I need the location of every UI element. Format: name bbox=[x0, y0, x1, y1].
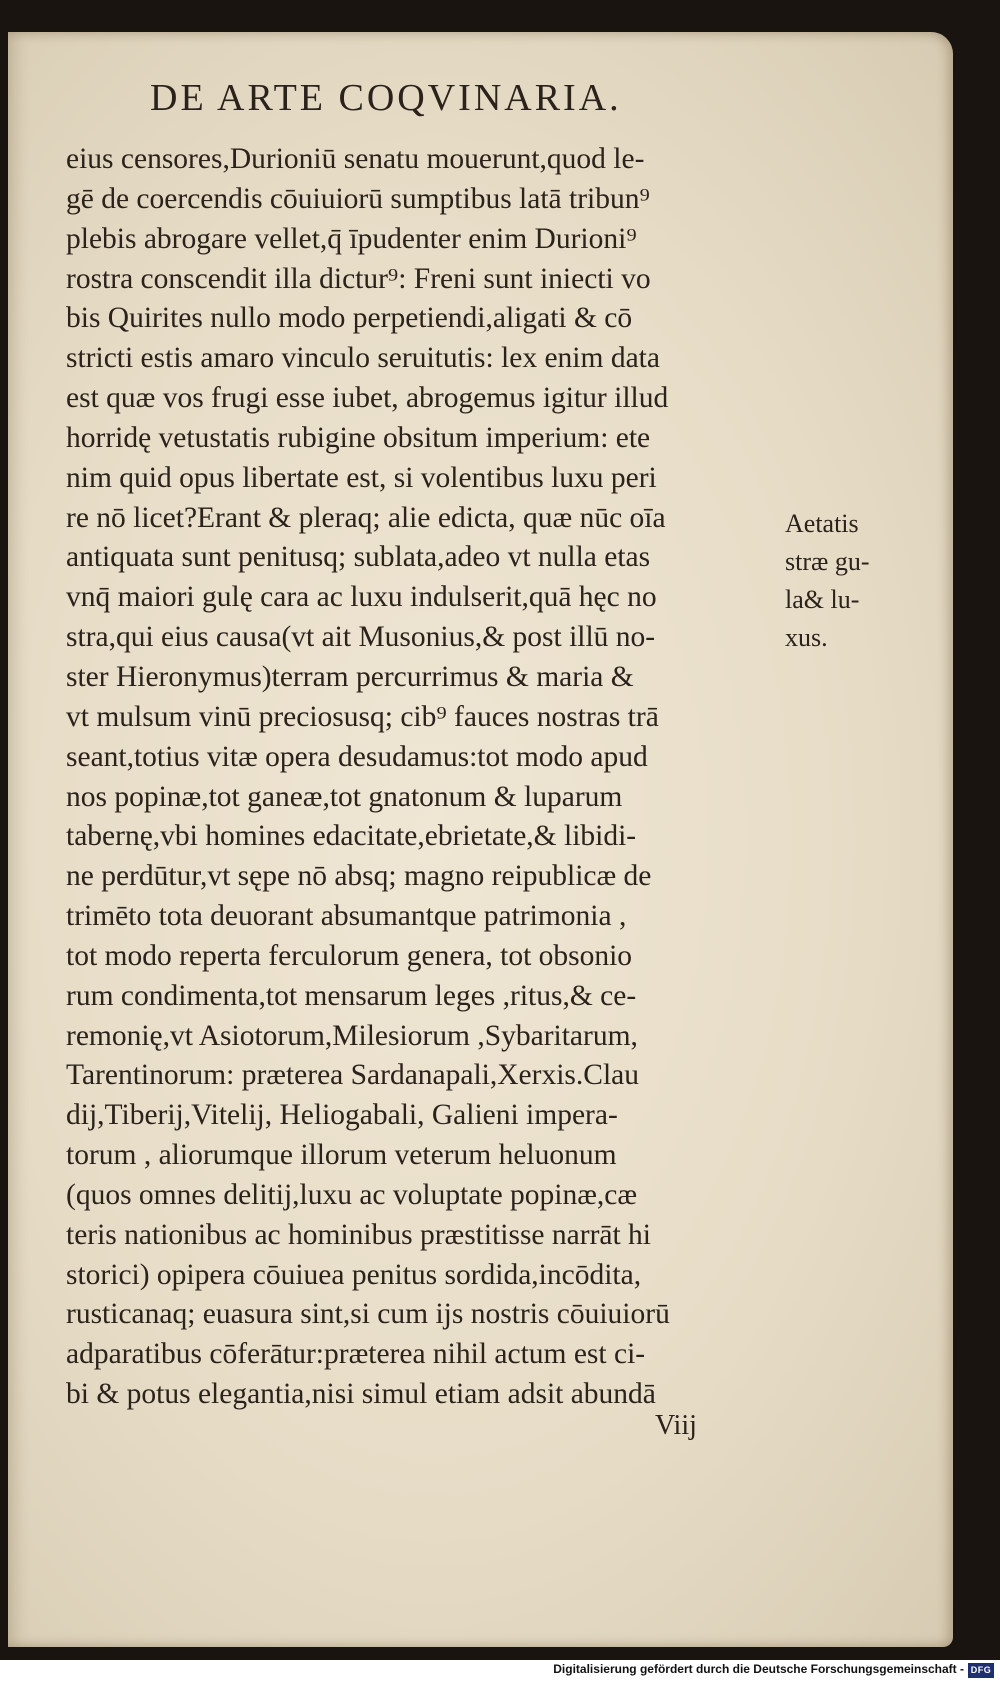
text-line: est quæ vos frugi esse iubet, abrogemus igitur illud bbox=[66, 382, 669, 415]
text-line: ne perdūtur,vt sępe nō absq; magno reipublicæ de bbox=[66, 860, 652, 893]
text-line: horridę vetustatis rubigine obsitum imperium: ete bbox=[66, 421, 651, 454]
text-line: rum condimenta,tot mensarum leges ,ritus,& ce- bbox=[66, 979, 637, 1012]
text-line: eius censores,Durioniū senatu mouerunt,quod le- bbox=[66, 143, 645, 175]
marginal-note bbox=[785, 505, 905, 657]
text-line: teris nationibus ac hominibus præstitisse narrāt hi bbox=[66, 1218, 652, 1251]
running-head: DE ARTE COQVINARIA. bbox=[150, 77, 622, 119]
footer-credit: Digitalisierung gefördert durch die Deutsche Forschungsgemeinschaft - bbox=[553, 1662, 964, 1676]
text-line: remonię,vt Asiotorum,Milesiorum ,Sybaritarum, bbox=[66, 1019, 638, 1052]
body-text bbox=[66, 140, 786, 1415]
text-line: adparatibus cōferātur:præterea nihil actum est ci- bbox=[66, 1338, 646, 1371]
text-line: plebis abrogare vellet,q̄ īpudenter enim Durioni⁹ bbox=[66, 222, 637, 255]
text-line: tot modo reperta ferculorum genera, tot obsonio bbox=[66, 939, 633, 972]
text-line: stra,qui eius causa(vt ait Musonius,& post illū no- bbox=[66, 621, 656, 654]
text-line: vt mulsum vinū preciosusq; cib⁹ fauces nostras trā bbox=[66, 700, 659, 733]
text-line: trimēto tota deuorant absumantque patrimonia , bbox=[66, 900, 627, 933]
text-line: dij,Tiberij,Vitelij, Heliogabali, Galieni impera- bbox=[66, 1099, 618, 1132]
text-line: torum , aliorumque illorum veterum heluonum bbox=[66, 1139, 617, 1172]
text-line: vnq̄ maiori gulę cara ac luxu indulserit,quā hęc no bbox=[66, 581, 657, 614]
marginal-note-line: xus. bbox=[785, 623, 828, 652]
text-line: rostra conscendit illa dictur⁹: Freni sunt iniecti vo bbox=[66, 262, 651, 295]
text-line: (quos omnes delitij,luxu ac voluptate popinæ,cæ bbox=[66, 1178, 638, 1211]
text-line: seant,totius vitæ opera desudamus:tot modo apud bbox=[66, 740, 648, 773]
text-line: bi & potus elegantia,nisi simul etiam adsit abundā bbox=[66, 1378, 656, 1411]
text-line: tabernę,vbi homines edacitate,ebrietate,& libidi- bbox=[66, 820, 637, 853]
marginal-note-line: Aetatis bbox=[785, 509, 859, 538]
text-line: rusticanaq; euasura sint,si cum ijs nostris cōuiuiorū bbox=[66, 1298, 670, 1331]
text-line: Tarentinorum: præterea Sardanapali,Xerxis.Clau bbox=[66, 1059, 639, 1092]
text-line: ster Hieronymus)terram percurrimus & maria & bbox=[66, 660, 634, 693]
marginal-note-line: stræ gu- bbox=[785, 547, 870, 576]
text-line: bis Quirites nullo modo perpetiendi,aligati & cō bbox=[66, 302, 633, 335]
text-line: stricti estis amaro vinculo seruitutis: lex enim data bbox=[66, 342, 660, 375]
text-line: nos popinæ,tot ganeæ,tot gnatonum & luparum bbox=[66, 780, 623, 813]
dfg-logo-icon: DFG bbox=[968, 1663, 994, 1678]
text-line: storici) opipera cōuiuea penitus sordida,incōdita, bbox=[66, 1258, 642, 1291]
text-line: gē de coercendis cōuiuiorū sumptibus latā tribun⁹ bbox=[66, 182, 650, 215]
marginal-note-line: la& lu- bbox=[785, 585, 860, 614]
text-line: re nō licet?Erant & pleraq; alie edicta, quæ nūc oīa bbox=[66, 501, 666, 534]
text-line: nim quid opus libertate est, si volentibus luxu peri bbox=[66, 461, 657, 494]
signature-mark: Viij bbox=[655, 1410, 697, 1441]
text-line: antiquata sunt penitusq; sublata,adeo vt nulla etas bbox=[66, 541, 651, 574]
